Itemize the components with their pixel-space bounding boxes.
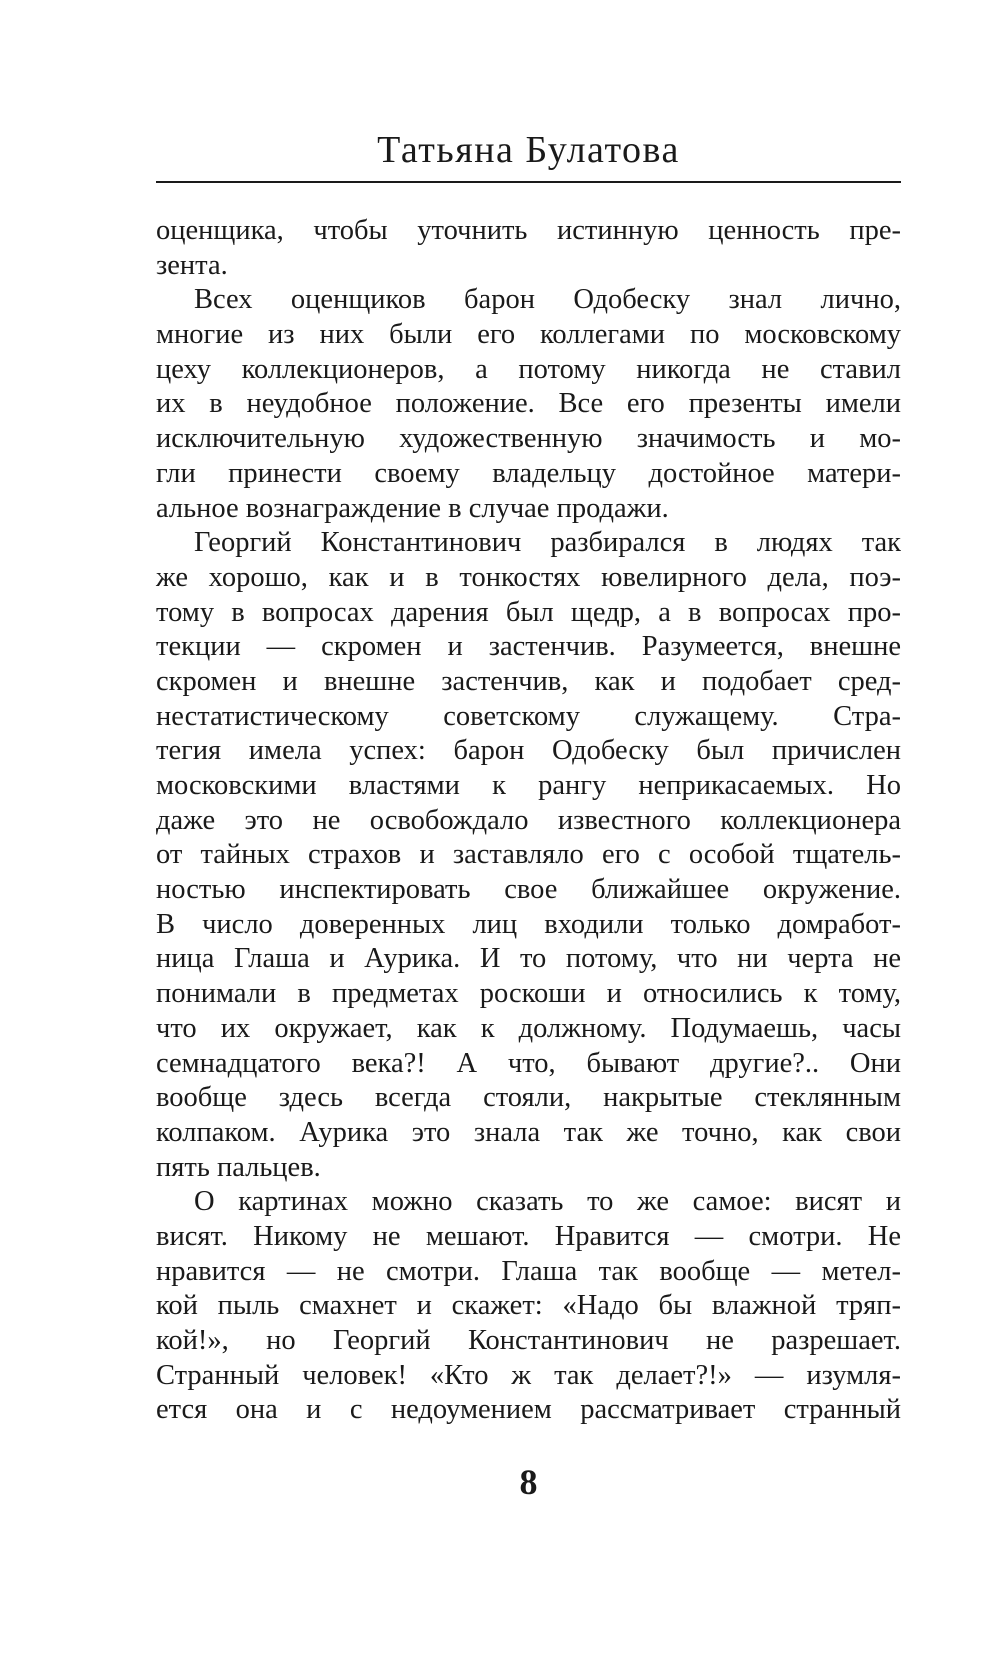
text-line: кой пыль смахнет и скажет: «Надо бы влажной тряп- — [156, 1290, 901, 1322]
text-line: понимали в предметах роскоши и относились к тому, — [156, 978, 901, 1010]
text-line: от тайных страхов и заставляло его с особой тщатель- — [156, 839, 901, 871]
text-line: тегия имела успех: барон Одобеску был причислен — [156, 735, 901, 767]
header-rule — [156, 181, 901, 183]
text-line: тому в вопросах дарения был щедр, а в вопросах про- — [156, 596, 901, 628]
text-line: колпаком. Аурика это знала так же точно, как свои — [156, 1116, 901, 1148]
text-line: нестатистическому советскому служащему. Стра- — [156, 700, 901, 732]
text-line: нравится — не смотри. Глаша так вообще — метел- — [156, 1255, 901, 1287]
text-line: зента. — [156, 249, 228, 281]
body-text — [156, 214, 901, 1428]
text-line: скромен и внешне застенчив, как и подобает сред- — [156, 665, 901, 697]
paragraph — [156, 526, 901, 1185]
text-line: О картинах можно сказать то же самое: висят и — [194, 1186, 901, 1218]
text-line: их в неудобное положение. Все его презенты имели — [156, 388, 901, 420]
text-line: многие из них были его коллегами по московскому — [156, 319, 901, 351]
text-line: московскими властями к рангу неприкасаемых. Но — [156, 770, 901, 801]
text-line: ется она и с недоумением рассматривает странный — [156, 1394, 901, 1426]
text-line: оценщика, чтобы уточнить истинную ценность пре- — [156, 215, 901, 246]
text-line: семнадцатого века?! А что, бывают другие?.. Они — [156, 1047, 901, 1079]
text-line: что их окружает, как к должному. Подумаешь, часы — [156, 1012, 901, 1044]
text-line: кой!», но Георгий Константинович не разрешает. — [156, 1325, 901, 1356]
text-line: пять пальцев. — [156, 1151, 321, 1183]
text-line: текции — скромен и застенчив. Разумеется, внешне — [156, 631, 901, 663]
text-line: исключительную художественную значимость и мо- — [156, 423, 901, 455]
text-line: висят. Никому не мешают. Нравится — смотри. Не — [156, 1220, 901, 1252]
text-line: Всех оценщиков барон Одобеску знал лично, — [194, 284, 901, 316]
text-line: ностью инспектировать свое ближайшее окружение. — [156, 874, 901, 906]
text-line: гли принести своему владельцу достойное матери- — [156, 457, 901, 489]
page-number: 8 — [519, 1462, 538, 1502]
text-line: В число доверенных лиц входили только домработ- — [156, 908, 901, 940]
text-line: ница Глаша и Аурика. И то потому, что ни черта не — [156, 943, 901, 975]
text-line: цеху коллекционеров, а потому никогда не ставил — [156, 353, 901, 385]
paragraph — [156, 214, 901, 283]
text-line: Странный человек! «Кто ж так делает?!» — изумля- — [156, 1359, 901, 1391]
paragraph — [156, 1185, 901, 1428]
text-line: вообще здесь всегда стояли, накрытые стеклянным — [156, 1082, 901, 1114]
paragraph — [156, 283, 901, 526]
text-line: даже это не освобождало известного коллекционера — [156, 804, 901, 836]
text-line: же хорошо, как и в тонкостях ювелирного дела, поэ- — [156, 561, 901, 593]
text-line: альное вознаграждение в случае продажи. — [156, 492, 669, 524]
text-line: Георгий Константинович разбирался в людях так — [194, 527, 901, 559]
running-head-author: Татьяна Булатова — [377, 129, 680, 171]
